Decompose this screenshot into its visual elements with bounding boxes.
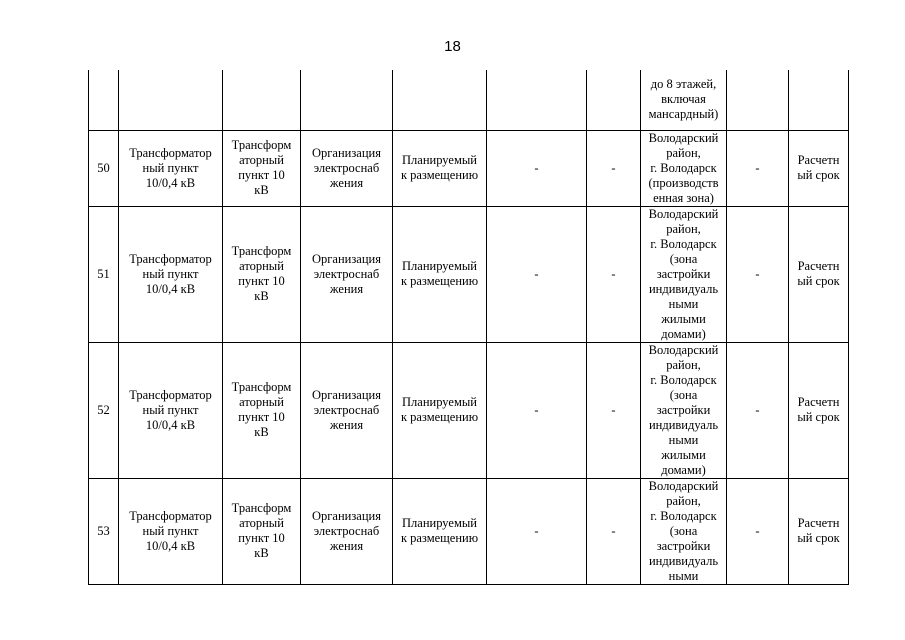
cell-location: до 8 этажей, включая мансардный) <box>641 70 727 130</box>
table-row <box>89 206 849 342</box>
objects-table <box>88 70 849 585</box>
cell-type: Трансформ аторный пункт 10 кВ <box>223 206 301 342</box>
cell-location: Володарский район, г. Володарск (зона застройки индивидуаль ными жилыми домами) <box>641 342 727 478</box>
cell-object <box>119 70 223 130</box>
table-row <box>89 478 849 584</box>
cell-col7: - <box>587 206 641 342</box>
cell-col6: - <box>487 342 587 478</box>
cell-object: Трансформатор ный пункт 10/0,4 кВ <box>119 342 223 478</box>
cell-type: Трансформ аторный пункт 10 кВ <box>223 342 301 478</box>
cell-col9: - <box>727 342 789 478</box>
cell-col9 <box>727 70 789 130</box>
cell-status <box>393 70 487 130</box>
cell-col9: - <box>727 130 789 206</box>
cell-status: Планируемый к размещению <box>393 130 487 206</box>
cell-col6 <box>487 70 587 130</box>
cell-purpose: Организация электроснаб жения <box>301 342 393 478</box>
cell-col9: - <box>727 478 789 584</box>
table-row-continuation <box>89 70 849 130</box>
cell-purpose <box>301 70 393 130</box>
cell-location: Володарский район, г. Володарск (зона застройки индивидуаль ными <box>641 478 727 584</box>
cell-col7: - <box>587 342 641 478</box>
cell-term: Расчетн ый срок <box>789 478 849 584</box>
cell-num: 52 <box>89 342 119 478</box>
cell-location: Володарский район, г. Володарск (зона застройки индивидуаль ными жилыми домами) <box>641 206 727 342</box>
cell-num: 51 <box>89 206 119 342</box>
cell-col6: - <box>487 206 587 342</box>
cell-purpose: Организация электроснаб жения <box>301 478 393 584</box>
cell-type: Трансформ аторный пункт 10 кВ <box>223 478 301 584</box>
cell-col7: - <box>587 478 641 584</box>
cell-purpose: Организация электроснаб жения <box>301 130 393 206</box>
cell-type <box>223 70 301 130</box>
cell-status: Планируемый к размещению <box>393 206 487 342</box>
cell-col6: - <box>487 478 587 584</box>
table-row <box>89 130 849 206</box>
cell-object: Трансформатор ный пункт 10/0,4 кВ <box>119 206 223 342</box>
cell-object: Трансформатор ный пункт 10/0,4 кВ <box>119 130 223 206</box>
page-number: 18 <box>444 38 461 55</box>
cell-location: Володарский район, г. Володарск (производств енная зона) <box>641 130 727 206</box>
cell-term <box>789 70 849 130</box>
cell-status: Планируемый к размещению <box>393 342 487 478</box>
cell-col9: - <box>727 206 789 342</box>
cell-num: 50 <box>89 130 119 206</box>
cell-num <box>89 70 119 130</box>
cell-term: Расчетн ый срок <box>789 342 849 478</box>
cell-term: Расчетн ый срок <box>789 206 849 342</box>
cell-col6: - <box>487 130 587 206</box>
cell-status: Планируемый к размещению <box>393 478 487 584</box>
cell-object: Трансформатор ный пункт 10/0,4 кВ <box>119 478 223 584</box>
table-row <box>89 342 849 478</box>
cell-term: Расчетн ый срок <box>789 130 849 206</box>
cell-type: Трансформ аторный пункт 10 кВ <box>223 130 301 206</box>
cell-col7 <box>587 70 641 130</box>
cell-purpose: Организация электроснаб жения <box>301 206 393 342</box>
cell-col7: - <box>587 130 641 206</box>
cell-num: 53 <box>89 478 119 584</box>
